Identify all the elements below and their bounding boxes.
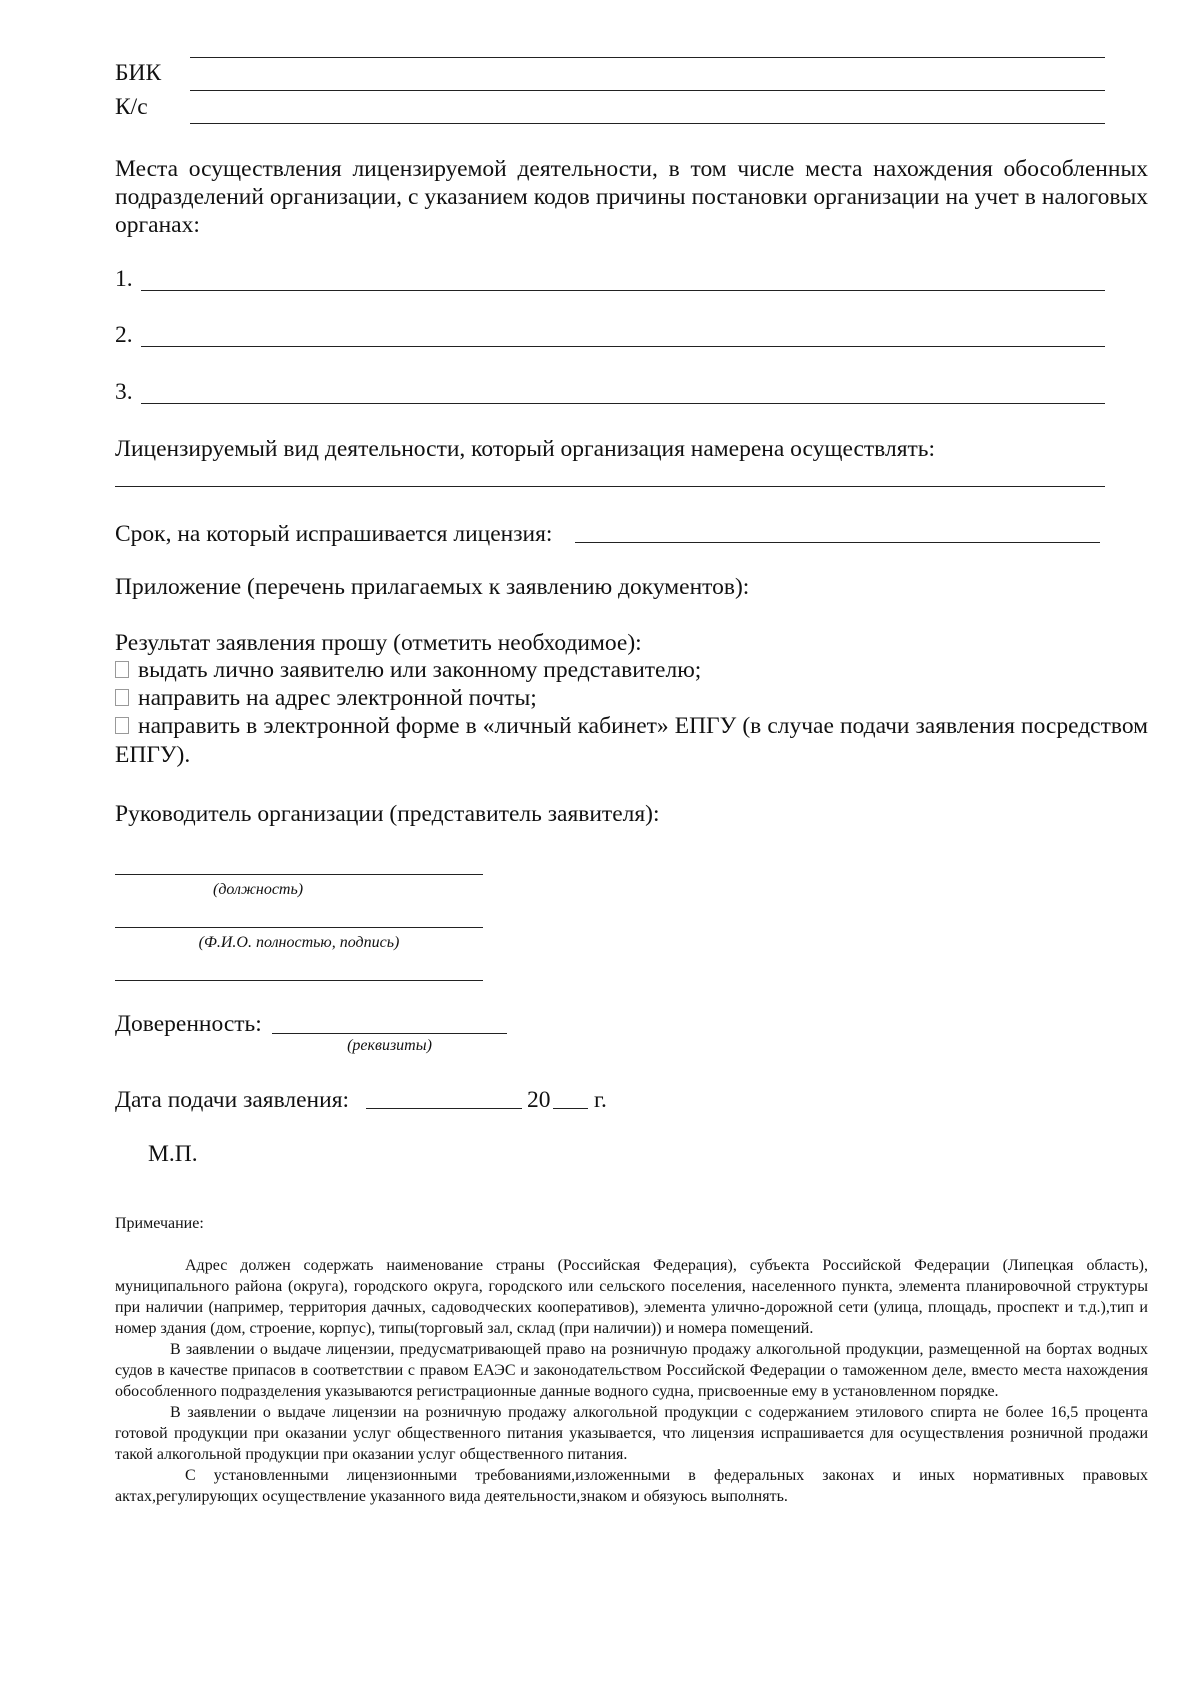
activity-input-line[interactable] <box>115 486 1105 487</box>
proxy-label: Доверенность: <box>115 1011 262 1037</box>
position-input-line[interactable] <box>115 874 483 875</box>
note-paragraph-1: Адрес должен содержать наименование страны (Российская Федерация), субъекта Российской Федерации (Липецкая область), муниципального района (округа), городского округа, городского или сельского поселения, населенного пункта, элемента планировочной структуры при наличии (например, территория дачных, садоводческих кооперативов), элемента улично-дорожной сети (улица, площадь, проспект и т.д.),тип и номер здания (дом, строение, корпус), типы(торговый зал, склад (при наличии)) и номера помещений. <box>115 1257 1148 1337</box>
checkbox-icon[interactable] <box>115 661 129 678</box>
signature-extra-line[interactable] <box>115 980 483 981</box>
name-caption: (Ф.И.О. полностью, подпись) <box>198 934 400 951</box>
date-year-input-line[interactable] <box>553 1108 588 1109</box>
date-year-prefix: 20 <box>527 1087 551 1113</box>
place-item-3-line[interactable] <box>141 403 1105 404</box>
places-intro: Места осуществления лицензируемой деятельности, в том числе места нахождения обособленных подразделений организации, с указанием кодов причины постановки организации на учет в налоговых органах: <box>115 156 1148 238</box>
blank-line-top <box>190 57 1105 58</box>
proxy-caption: (реквизиты) <box>347 1037 432 1054</box>
bik-label: БИК <box>115 60 162 86</box>
ks-label: К/с <box>115 94 148 120</box>
result-option-2-text: направить на адрес электронной почты; <box>138 685 537 711</box>
date-year-suffix: г. <box>594 1087 607 1113</box>
activity-label: Лицензируемый вид деятельности, который организация намерена осуществлять: <box>115 436 936 462</box>
term-label: Срок, на который испрашивается лицензия: <box>115 521 553 547</box>
place-item-1-number: 1. <box>115 266 133 292</box>
attachment-label: Приложение (перечень прилагаемых к заявлению документов): <box>115 574 750 600</box>
name-input-line[interactable] <box>115 927 483 928</box>
result-label: Результат заявления прошу (отметить необходимое): <box>115 630 642 656</box>
note-paragraph-3: В заявлении о выдаче лицензии на розничную продажу алкогольной продукции с содержанием этилового спирта не более 16,5 процента готовой продукции при оказании услуг общественного питания указывается, что лицензия испрашивается для осуществления розничной продажи такой алкогольной продукции при оказании услуг общественного питания. <box>115 1404 1148 1463</box>
checkbox-icon[interactable] <box>115 689 129 706</box>
note-body <box>115 1255 1148 1507</box>
date-label: Дата подачи заявления: <box>115 1087 350 1113</box>
note-title: Примечание: <box>115 1215 204 1232</box>
note-paragraph-2: В заявлении о выдаче лицензии, предусматривающей право на розничную продажу алкогольной продукции, размещенной на бортах водных судов в качестве припасов в соответствии с правом ЕАЭС и законодательством Российской Федерации о таможенном деле, вместо места нахождения обособленного подразделения указываются регистрационные данные водного судна, присвоенные ему в установленном порядке. <box>115 1341 1148 1400</box>
place-item-2-number: 2. <box>115 322 133 348</box>
bik-input-line[interactable] <box>190 90 1105 91</box>
note-paragraph-4: С установленными лицензионными требованиями,изложенными в федеральных законах и иных нормативных правовых актах,регулирующих осуществление указанного вида деятельности,знаком и обязуюсь выполнять. <box>115 1467 1148 1505</box>
position-caption: (должность) <box>213 881 304 898</box>
place-item-1-line[interactable] <box>141 290 1105 291</box>
checkbox-icon[interactable] <box>115 717 129 734</box>
result-option-3-text: направить в электронной форме в «личный кабинет» ЕПГУ (в случае подачи заявления посредством ЕПГУ). <box>115 713 1148 768</box>
result-option-1[interactable] <box>115 655 701 685</box>
result-option-1-text: выдать лично заявителю или законному представителю; <box>138 657 702 683</box>
date-input-line[interactable] <box>366 1108 522 1109</box>
proxy-input-line[interactable] <box>272 1033 507 1034</box>
place-item-2-line[interactable] <box>141 346 1105 347</box>
term-input-line[interactable] <box>575 542 1100 543</box>
result-option-2[interactable] <box>115 683 537 713</box>
stamp-label: М.П. <box>148 1141 198 1167</box>
head-label: Руководитель организации (представитель заявителя): <box>115 801 660 827</box>
ks-input-line[interactable] <box>190 123 1105 124</box>
result-option-3[interactable] <box>115 712 1148 770</box>
place-item-3-number: 3. <box>115 379 133 405</box>
